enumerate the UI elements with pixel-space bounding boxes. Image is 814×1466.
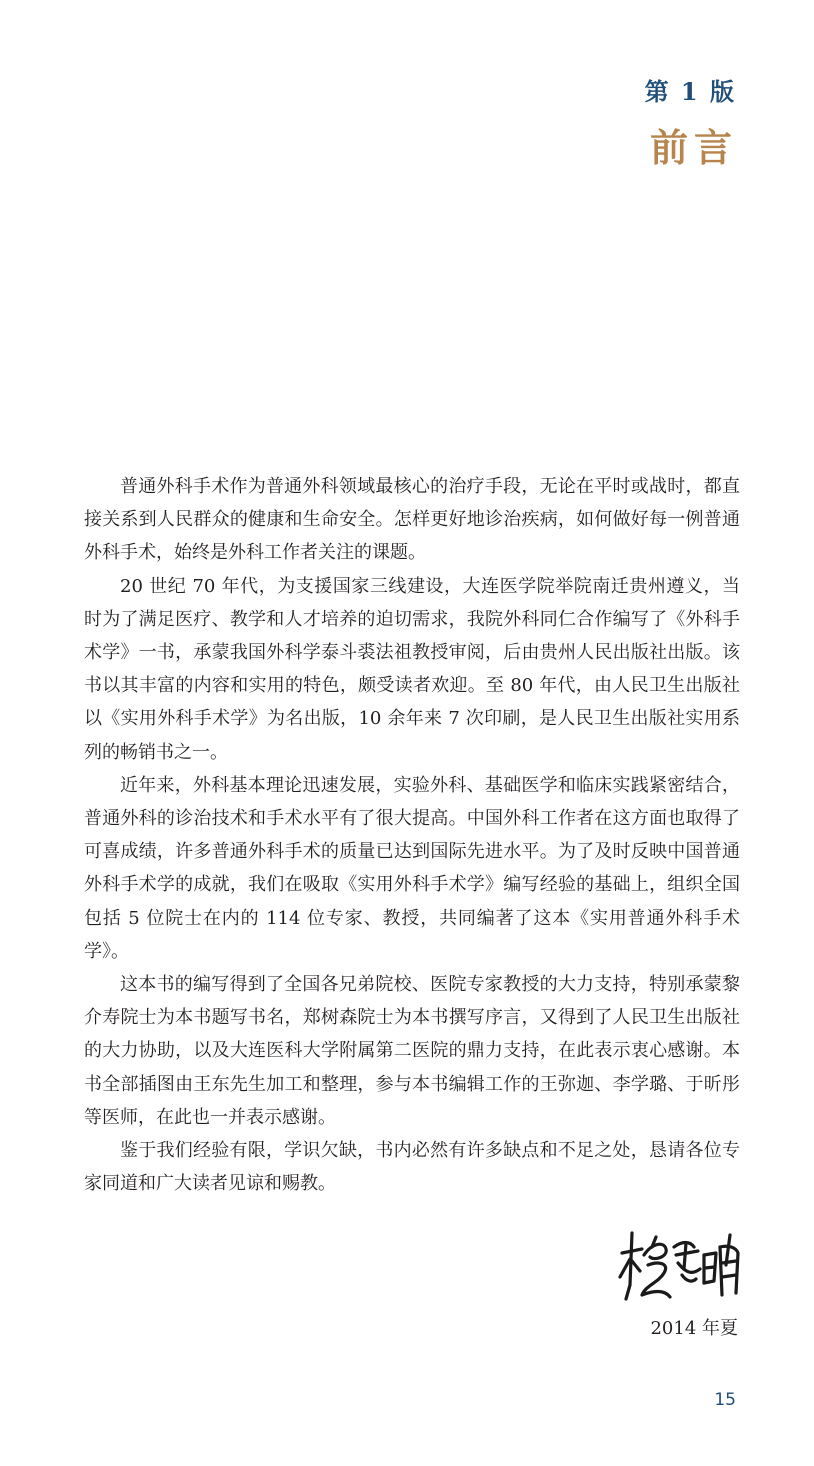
paragraph-4: 这本书的编写得到了全国各兄弟院校、医院专家教授的大力支持，特别承蒙黎介寿院士为本书题写书名，郑树森院士为本书撰写序言，又得到了人民卫生出版社的大力协助，以及大连医科大学附属第二医院的鼎力支持，在此表示衷心感谢。本书全部插图由王东先生加工和整理，参与本书编辑工作的王弥迦、李学璐、于昕彤等医师，在此也一并表示感谢。 — [84, 974, 740, 1128]
handwritten-signature — [612, 1225, 750, 1307]
paragraph-3: 近年来，外科基本理论迅速发展，实验外科、基础医学和临床实践紧密结合，普通外科的诊治技术和手术水平有了很大提高。中国外科工作者在这方面也取得了可喜成绩，许多普通外科手术的质量已达到国际先进水平。为了及时反映中国普通外科手术学的成就，我们在吸取《实用外科手术学》编写经验的基础上，组织全国包括 5 位院士在内的 114 位专家、教授，共同编著了这本《实用普通外科手术学》。 — [84, 774, 740, 962]
date-label: 2014 年夏 — [650, 1318, 738, 1339]
paragraph-1: 普通外科手术作为普通外科领域最核心的治疗手段，无论在平时或战时，都直接关系到人民群众的健康和生命安全。怎样更好地诊治疾病，如何做好每一例普通外科手术，始终是外科工作者关注的课题。 — [84, 476, 740, 564]
page-title: 前言 — [649, 125, 738, 170]
page-number: 15 — [714, 1390, 736, 1410]
paragraph-5: 鉴于我们经验有限，学识欠缺，书内必然有许多缺点和不足之处，恳请各位专家同道和广大读者见谅和赐教。 — [84, 1140, 740, 1195]
preface-body — [84, 470, 740, 1200]
paragraph-2: 20 世纪 70 年代，为支援国家三线建设，大连医学院举院南迁贵州遵义，当时为了满足医疗、教学和人才培养的迫切需求，我院外科同仁合作编写了《外科手术学》一书，承蒙我国外科学泰斗裘法祖教授审阅，后由贵州人民出版社出版。该书以其丰富的内容和实用的特色，颇受读者欢迎。至 80 年代，由人民卫生出版社以《实用外科手术学》为名出版，10 余年来 7 次印刷，是人民卫生出版社实用系列的畅销书之一。 — [84, 575, 740, 763]
edition-label: 第 1 版 — [644, 77, 736, 106]
